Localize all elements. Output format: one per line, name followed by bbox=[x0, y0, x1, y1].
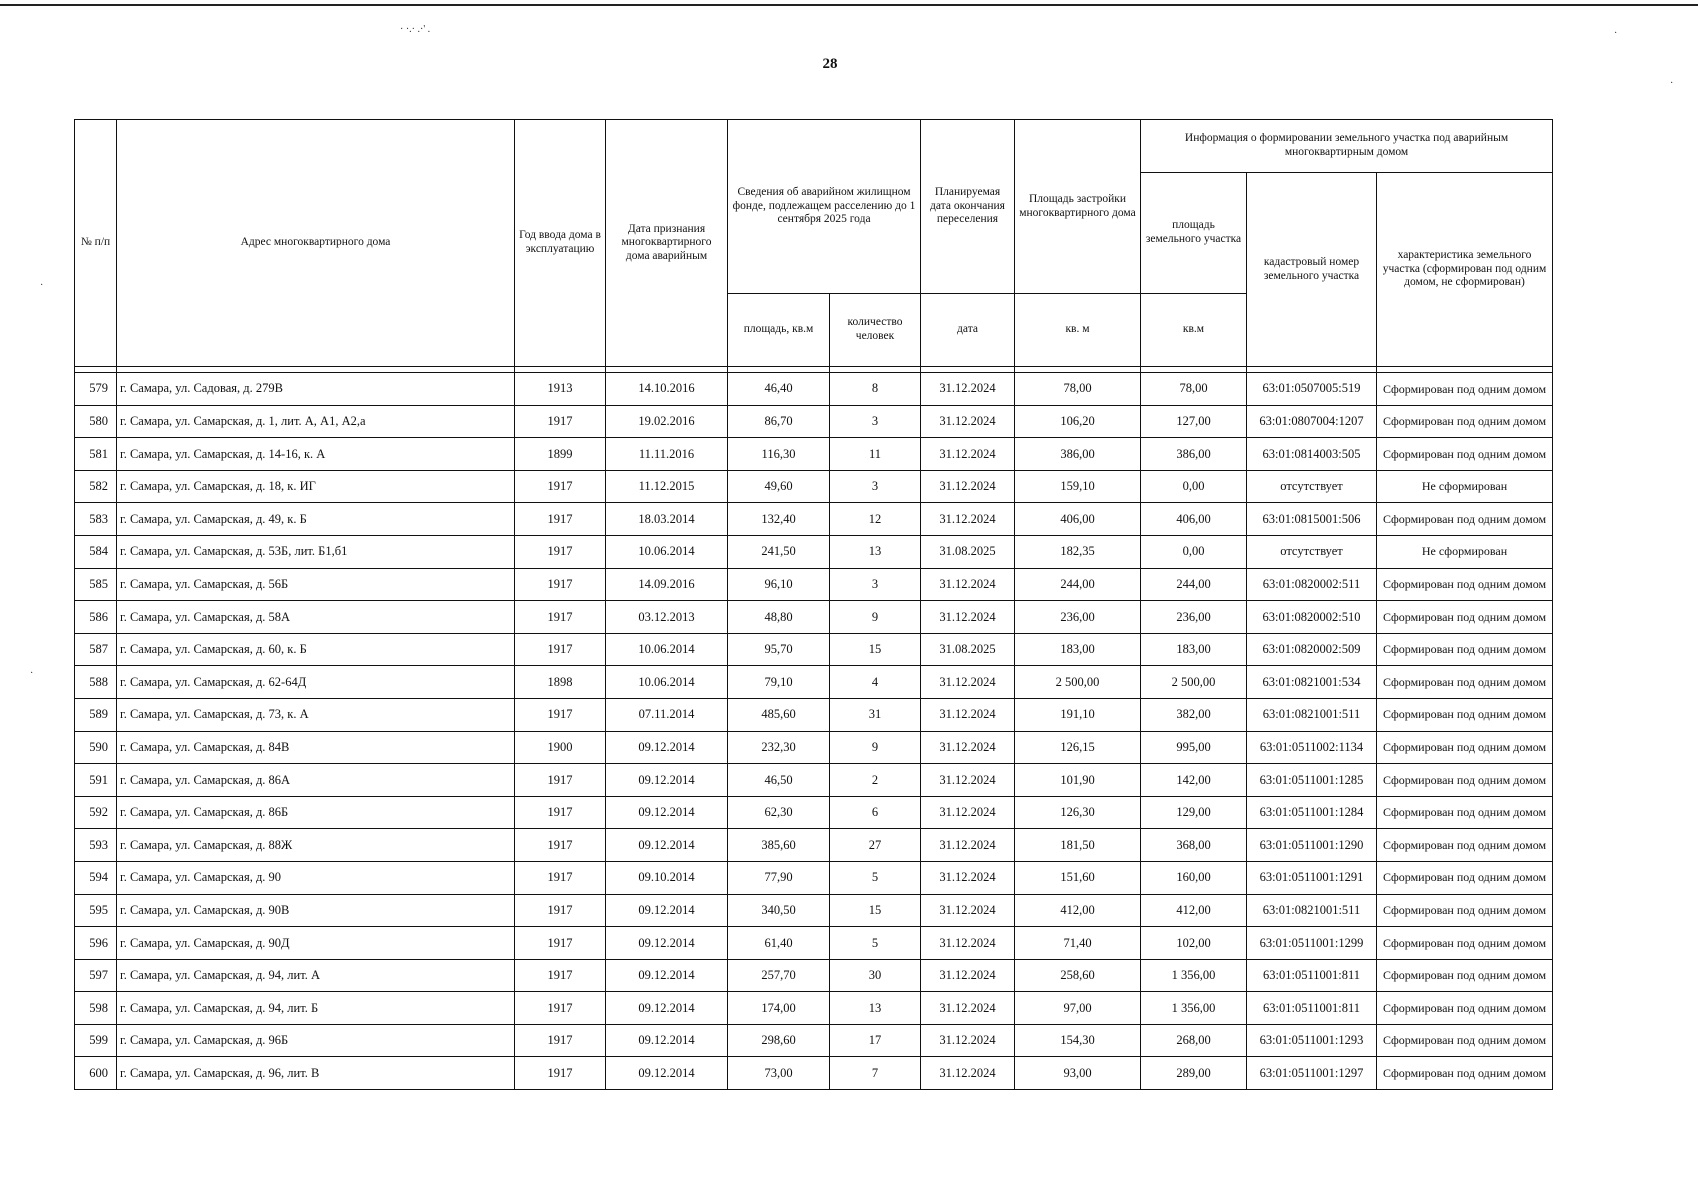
table-row bbox=[75, 927, 1553, 960]
cell-address: г. Самара, ул. Самарская, д. 62-64Д bbox=[117, 666, 515, 699]
cell-land-status: Сформирован под одним домом bbox=[1377, 1024, 1553, 1057]
cell-address: г. Самара, ул. Самарская, д. 14-16, к. А bbox=[117, 438, 515, 471]
table-row bbox=[75, 438, 1553, 471]
cell-year: 1917 bbox=[515, 568, 606, 601]
cell-year: 1899 bbox=[515, 438, 606, 471]
cell-year: 1898 bbox=[515, 666, 606, 699]
table-row bbox=[75, 470, 1553, 503]
cell-area: 62,30 bbox=[728, 796, 830, 829]
cell-no: 595 bbox=[75, 894, 117, 927]
cell-area: 232,30 bbox=[728, 731, 830, 764]
cell-no: 589 bbox=[75, 698, 117, 731]
cell-land-status: Не сформирован bbox=[1377, 470, 1553, 503]
cell-people: 17 bbox=[830, 1024, 921, 1057]
col-header-sub-area: площадь, кв.м bbox=[728, 294, 830, 367]
cell-area: 385,60 bbox=[728, 829, 830, 862]
cell-area: 298,60 bbox=[728, 1024, 830, 1057]
cell-land-status: Сформирован под одним домом bbox=[1377, 601, 1553, 634]
cell-no: 592 bbox=[75, 796, 117, 829]
cell-planned-date: 31.08.2025 bbox=[921, 535, 1015, 568]
cell-no: 583 bbox=[75, 503, 117, 536]
cell-people: 6 bbox=[830, 796, 921, 829]
col-header-cadastral: кадастровый номер земельного участка bbox=[1247, 173, 1377, 367]
cell-address: г. Самара, ул. Самарская, д. 1, лит. А, А1, А2,а bbox=[117, 405, 515, 438]
cell-land-area: 78,00 bbox=[1141, 373, 1247, 406]
cell-no: 582 bbox=[75, 470, 117, 503]
cell-cadastral: 63:01:0507005:519 bbox=[1247, 373, 1377, 406]
cell-cadastral: 63:01:0511001:1297 bbox=[1247, 1057, 1377, 1090]
cell-year: 1900 bbox=[515, 731, 606, 764]
cell-land-status: Сформирован под одним домом bbox=[1377, 959, 1553, 992]
table-row bbox=[75, 1024, 1553, 1057]
cell-date-recognized: 10.06.2014 bbox=[606, 666, 728, 699]
cell-no: 585 bbox=[75, 568, 117, 601]
cell-land-area: 386,00 bbox=[1141, 438, 1247, 471]
cell-address: г. Самара, ул. Самарская, д. 96, лит. В bbox=[117, 1057, 515, 1090]
cell-people: 3 bbox=[830, 405, 921, 438]
cell-planned-date: 31.12.2024 bbox=[921, 959, 1015, 992]
cell-area: 95,70 bbox=[728, 633, 830, 666]
cell-no: 594 bbox=[75, 861, 117, 894]
col-header-address: Адрес многоквартирного дома bbox=[117, 120, 515, 367]
cell-no: 591 bbox=[75, 764, 117, 797]
cell-people: 31 bbox=[830, 698, 921, 731]
cell-area: 86,70 bbox=[728, 405, 830, 438]
cell-planned-date: 31.12.2024 bbox=[921, 927, 1015, 960]
table-row bbox=[75, 959, 1553, 992]
cell-land-area: 160,00 bbox=[1141, 861, 1247, 894]
cell-year: 1917 bbox=[515, 1057, 606, 1090]
cell-no: 584 bbox=[75, 535, 117, 568]
cell-cadastral: 63:01:0807004:1207 bbox=[1247, 405, 1377, 438]
table-row bbox=[75, 894, 1553, 927]
cell-no: 580 bbox=[75, 405, 117, 438]
cell-planned-date: 31.12.2024 bbox=[921, 796, 1015, 829]
cell-planned-date: 31.12.2024 bbox=[921, 731, 1015, 764]
cell-no: 590 bbox=[75, 731, 117, 764]
cell-land-status: Сформирован под одним домом bbox=[1377, 829, 1553, 862]
cell-date-recognized: 11.12.2015 bbox=[606, 470, 728, 503]
cell-date-recognized: 10.06.2014 bbox=[606, 535, 728, 568]
cell-address: г. Самара, ул. Самарская, д. 90 bbox=[117, 861, 515, 894]
cell-address: г. Самара, ул. Самарская, д. 86Б bbox=[117, 796, 515, 829]
cell-built-area: 191,10 bbox=[1015, 698, 1141, 731]
cell-area: 49,60 bbox=[728, 470, 830, 503]
cell-people: 15 bbox=[830, 894, 921, 927]
cell-date-recognized: 09.12.2014 bbox=[606, 731, 728, 764]
cell-built-area: 71,40 bbox=[1015, 927, 1141, 960]
cell-area: 116,30 bbox=[728, 438, 830, 471]
cell-built-area: 2 500,00 bbox=[1015, 666, 1141, 699]
cell-area: 61,40 bbox=[728, 927, 830, 960]
table-row bbox=[75, 535, 1553, 568]
cell-address: г. Самара, ул. Самарская, д. 58А bbox=[117, 601, 515, 634]
scan-speck: · bbox=[30, 668, 34, 679]
cell-no: 593 bbox=[75, 829, 117, 862]
cell-address: г. Самара, ул. Садовая, д. 279В bbox=[117, 373, 515, 406]
cell-cadastral: 63:01:0511001:811 bbox=[1247, 959, 1377, 992]
cell-built-area: 97,00 bbox=[1015, 992, 1141, 1025]
cell-land-area: 0,00 bbox=[1141, 470, 1247, 503]
cell-land-area: 244,00 bbox=[1141, 568, 1247, 601]
cell-people: 13 bbox=[830, 992, 921, 1025]
cell-cadastral: 63:01:0511001:811 bbox=[1247, 992, 1377, 1025]
cell-year: 1917 bbox=[515, 1024, 606, 1057]
emergency-housing-table bbox=[74, 119, 1553, 1090]
cell-area: 241,50 bbox=[728, 535, 830, 568]
table-header bbox=[75, 120, 1553, 367]
cell-area: 79,10 bbox=[728, 666, 830, 699]
table-row bbox=[75, 829, 1553, 862]
cell-no: 579 bbox=[75, 373, 117, 406]
cell-planned-date: 31.12.2024 bbox=[921, 861, 1015, 894]
cell-people: 3 bbox=[830, 470, 921, 503]
cell-built-area: 406,00 bbox=[1015, 503, 1141, 536]
scan-speck: · bbox=[1614, 28, 1618, 39]
cell-year: 1917 bbox=[515, 959, 606, 992]
cell-people: 13 bbox=[830, 535, 921, 568]
table-row bbox=[75, 1057, 1553, 1090]
cell-date-recognized: 14.10.2016 bbox=[606, 373, 728, 406]
cell-land-area: 406,00 bbox=[1141, 503, 1247, 536]
cell-land-area: 995,00 bbox=[1141, 731, 1247, 764]
cell-address: г. Самара, ул. Самарская, д. 90В bbox=[117, 894, 515, 927]
cell-year: 1917 bbox=[515, 927, 606, 960]
cell-year: 1917 bbox=[515, 861, 606, 894]
cell-built-area: 244,00 bbox=[1015, 568, 1141, 601]
cell-year: 1917 bbox=[515, 503, 606, 536]
cell-planned-date: 31.12.2024 bbox=[921, 666, 1015, 699]
cell-no: 600 bbox=[75, 1057, 117, 1090]
cell-address: г. Самара, ул. Самарская, д. 94, лит. А bbox=[117, 959, 515, 992]
cell-land-status: Сформирован под одним домом bbox=[1377, 731, 1553, 764]
cell-year: 1917 bbox=[515, 894, 606, 927]
cell-people: 8 bbox=[830, 373, 921, 406]
cell-built-area: 126,30 bbox=[1015, 796, 1141, 829]
col-header-sub-date: дата bbox=[921, 294, 1015, 367]
cell-land-status: Сформирован под одним домом bbox=[1377, 698, 1553, 731]
cell-cadastral: 63:01:0821001:511 bbox=[1247, 698, 1377, 731]
cell-cadastral: 63:01:0820002:510 bbox=[1247, 601, 1377, 634]
col-header-land-characteristic: характеристика земельного участка (сформирован под одним домом, не сформирован) bbox=[1377, 173, 1553, 367]
cell-no: 596 bbox=[75, 927, 117, 960]
cell-land-status: Сформирован под одним домом bbox=[1377, 568, 1553, 601]
cell-people: 4 bbox=[830, 666, 921, 699]
cell-area: 340,50 bbox=[728, 894, 830, 927]
table-row bbox=[75, 666, 1553, 699]
cell-year: 1917 bbox=[515, 535, 606, 568]
cell-date-recognized: 09.12.2014 bbox=[606, 959, 728, 992]
cell-cadastral: 63:01:0815001:506 bbox=[1247, 503, 1377, 536]
cell-people: 2 bbox=[830, 764, 921, 797]
cell-address: г. Самара, ул. Самарская, д. 84В bbox=[117, 731, 515, 764]
cell-date-recognized: 09.12.2014 bbox=[606, 764, 728, 797]
cell-built-area: 386,00 bbox=[1015, 438, 1141, 471]
cell-year: 1917 bbox=[515, 992, 606, 1025]
cell-planned-date: 31.12.2024 bbox=[921, 1024, 1015, 1057]
cell-land-status: Сформирован под одним домом bbox=[1377, 861, 1553, 894]
cell-planned-date: 31.12.2024 bbox=[921, 470, 1015, 503]
table-row bbox=[75, 373, 1553, 406]
cell-cadastral: 63:01:0820002:511 bbox=[1247, 568, 1377, 601]
cell-cadastral: 63:01:0511001:1285 bbox=[1247, 764, 1377, 797]
table-row bbox=[75, 503, 1553, 536]
cell-built-area: 236,00 bbox=[1015, 601, 1141, 634]
cell-people: 9 bbox=[830, 731, 921, 764]
cell-land-area: 102,00 bbox=[1141, 927, 1247, 960]
cell-date-recognized: 09.12.2014 bbox=[606, 1057, 728, 1090]
table-body bbox=[75, 367, 1553, 1090]
cell-address: г. Самара, ул. Самарская, д. 56Б bbox=[117, 568, 515, 601]
cell-planned-date: 31.12.2024 bbox=[921, 405, 1015, 438]
cell-land-status: Сформирован под одним домом bbox=[1377, 373, 1553, 406]
cell-year: 1917 bbox=[515, 601, 606, 634]
table-row bbox=[75, 601, 1553, 634]
table-row bbox=[75, 861, 1553, 894]
cell-planned-date: 31.12.2024 bbox=[921, 764, 1015, 797]
cell-date-recognized: 14.09.2016 bbox=[606, 568, 728, 601]
cell-land-status: Сформирован под одним домом bbox=[1377, 633, 1553, 666]
cell-area: 48,80 bbox=[728, 601, 830, 634]
cell-date-recognized: 03.12.2013 bbox=[606, 601, 728, 634]
cell-planned-date: 31.08.2025 bbox=[921, 633, 1015, 666]
cell-area: 96,10 bbox=[728, 568, 830, 601]
cell-land-status: Сформирован под одним домом bbox=[1377, 796, 1553, 829]
cell-area: 132,40 bbox=[728, 503, 830, 536]
cell-address: г. Самара, ул. Самарская, д. 88Ж bbox=[117, 829, 515, 862]
cell-cadastral: 63:01:0821001:511 bbox=[1247, 894, 1377, 927]
scan-speck: · ·.· .·' . bbox=[400, 24, 431, 35]
cell-address: г. Самара, ул. Самарская, д. 94, лит. Б bbox=[117, 992, 515, 1025]
cell-built-area: 93,00 bbox=[1015, 1057, 1141, 1090]
cell-no: 581 bbox=[75, 438, 117, 471]
top-border-line bbox=[0, 4, 1698, 6]
cell-address: г. Самара, ул. Самарская, д. 90Д bbox=[117, 927, 515, 960]
cell-land-area: 2 500,00 bbox=[1141, 666, 1247, 699]
cell-date-recognized: 09.12.2014 bbox=[606, 1024, 728, 1057]
cell-planned-date: 31.12.2024 bbox=[921, 698, 1015, 731]
cell-no: 586 bbox=[75, 601, 117, 634]
cell-land-status: Сформирован под одним домом bbox=[1377, 992, 1553, 1025]
table-row bbox=[75, 633, 1553, 666]
table-row bbox=[75, 405, 1553, 438]
cell-land-area: 1 356,00 bbox=[1141, 992, 1247, 1025]
cell-planned-date: 31.12.2024 bbox=[921, 894, 1015, 927]
cell-built-area: 106,20 bbox=[1015, 405, 1141, 438]
cell-area: 73,00 bbox=[728, 1057, 830, 1090]
cell-date-recognized: 18.03.2014 bbox=[606, 503, 728, 536]
cell-cadastral: 63:01:0511001:1290 bbox=[1247, 829, 1377, 862]
cell-land-status: Сформирован под одним домом bbox=[1377, 503, 1553, 536]
cell-year: 1917 bbox=[515, 796, 606, 829]
cell-land-area: 1 356,00 bbox=[1141, 959, 1247, 992]
cell-address: г. Самара, ул. Самарская, д. 96Б bbox=[117, 1024, 515, 1057]
cell-land-area: 412,00 bbox=[1141, 894, 1247, 927]
cell-land-status: Сформирован под одним домом bbox=[1377, 1057, 1553, 1090]
cell-year: 1917 bbox=[515, 470, 606, 503]
cell-area: 257,70 bbox=[728, 959, 830, 992]
col-header-planned-date: Планируемая дата окончания переселения bbox=[921, 120, 1015, 294]
cell-date-recognized: 09.12.2014 bbox=[606, 894, 728, 927]
cell-built-area: 183,00 bbox=[1015, 633, 1141, 666]
cell-land-area: 382,00 bbox=[1141, 698, 1247, 731]
cell-people: 12 bbox=[830, 503, 921, 536]
scan-speck: · bbox=[40, 280, 44, 291]
cell-land-status: Сформирован под одним домом bbox=[1377, 764, 1553, 797]
cell-year: 1917 bbox=[515, 405, 606, 438]
col-header-built-area: Площадь застройки многоквартирного дома bbox=[1015, 120, 1141, 294]
cell-area: 77,90 bbox=[728, 861, 830, 894]
cell-land-area: 368,00 bbox=[1141, 829, 1247, 862]
cell-built-area: 101,90 bbox=[1015, 764, 1141, 797]
cell-planned-date: 31.12.2024 bbox=[921, 601, 1015, 634]
cell-date-recognized: 11.11.2016 bbox=[606, 438, 728, 471]
cell-land-area: 127,00 bbox=[1141, 405, 1247, 438]
col-header-emergency-fund: Сведения об аварийном жилищном фонде, подлежащем расселению до 1 сентября 2025 года bbox=[728, 120, 921, 294]
col-header-no: № п/п bbox=[75, 120, 117, 367]
cell-date-recognized: 09.12.2014 bbox=[606, 927, 728, 960]
cell-area: 485,60 bbox=[728, 698, 830, 731]
cell-date-recognized: 19.02.2016 bbox=[606, 405, 728, 438]
cell-date-recognized: 09.10.2014 bbox=[606, 861, 728, 894]
cell-land-status: Сформирован под одним домом bbox=[1377, 405, 1553, 438]
cell-land-status: Сформирован под одним домом bbox=[1377, 894, 1553, 927]
table-row bbox=[75, 992, 1553, 1025]
table-row bbox=[75, 731, 1553, 764]
cell-date-recognized: 07.11.2014 bbox=[606, 698, 728, 731]
cell-built-area: 151,60 bbox=[1015, 861, 1141, 894]
cell-address: г. Самара, ул. Самарская, д. 60, к. Б bbox=[117, 633, 515, 666]
cell-cadastral: 63:01:0511001:1293 bbox=[1247, 1024, 1377, 1057]
cell-cadastral: отсутствует bbox=[1247, 470, 1377, 503]
col-header-sub-land-unit: кв.м bbox=[1141, 294, 1247, 367]
cell-address: г. Самара, ул. Самарская, д. 73, к. А bbox=[117, 698, 515, 731]
cell-address: г. Самара, ул. Самарская, д. 18, к. ИГ bbox=[117, 470, 515, 503]
cell-land-area: 289,00 bbox=[1141, 1057, 1247, 1090]
cell-built-area: 154,30 bbox=[1015, 1024, 1141, 1057]
cell-no: 597 bbox=[75, 959, 117, 992]
cell-land-status: Сформирован под одним домом bbox=[1377, 666, 1553, 699]
cell-land-area: 129,00 bbox=[1141, 796, 1247, 829]
cell-land-area: 268,00 bbox=[1141, 1024, 1247, 1057]
cell-planned-date: 31.12.2024 bbox=[921, 1057, 1015, 1090]
cell-people: 7 bbox=[830, 1057, 921, 1090]
cell-cadastral: 63:01:0814003:505 bbox=[1247, 438, 1377, 471]
table-row bbox=[75, 568, 1553, 601]
cell-cadastral: 63:01:0511001:1284 bbox=[1247, 796, 1377, 829]
cell-built-area: 78,00 bbox=[1015, 373, 1141, 406]
cell-year: 1917 bbox=[515, 698, 606, 731]
cell-built-area: 181,50 bbox=[1015, 829, 1141, 862]
col-header-sub-people: количество человек bbox=[830, 294, 921, 367]
col-header-sub-built-unit: кв. м bbox=[1015, 294, 1141, 367]
cell-planned-date: 31.12.2024 bbox=[921, 438, 1015, 471]
cell-no: 598 bbox=[75, 992, 117, 1025]
cell-cadastral: 63:01:0511002:1134 bbox=[1247, 731, 1377, 764]
cell-no: 587 bbox=[75, 633, 117, 666]
cell-address: г. Самара, ул. Самарская, д. 49, к. Б bbox=[117, 503, 515, 536]
table-row bbox=[75, 698, 1553, 731]
cell-year: 1913 bbox=[515, 373, 606, 406]
cell-planned-date: 31.12.2024 bbox=[921, 829, 1015, 862]
cell-date-recognized: 09.12.2014 bbox=[606, 992, 728, 1025]
col-header-date-recognized: Дата признания многоквартирного дома аварийным bbox=[606, 120, 728, 367]
cell-people: 30 bbox=[830, 959, 921, 992]
cell-address: г. Самара, ул. Самарская, д. 53Б, лит. Б1,б1 bbox=[117, 535, 515, 568]
cell-people: 15 bbox=[830, 633, 921, 666]
cell-area: 46,40 bbox=[728, 373, 830, 406]
cell-land-status: Не сформирован bbox=[1377, 535, 1553, 568]
cell-people: 11 bbox=[830, 438, 921, 471]
cell-land-status: Сформирован под одним домом bbox=[1377, 438, 1553, 471]
cell-people: 5 bbox=[830, 927, 921, 960]
cell-year: 1917 bbox=[515, 633, 606, 666]
cell-people: 3 bbox=[830, 568, 921, 601]
cell-built-area: 258,60 bbox=[1015, 959, 1141, 992]
cell-area: 174,00 bbox=[728, 992, 830, 1025]
cell-land-status: Сформирован под одним домом bbox=[1377, 927, 1553, 960]
cell-built-area: 159,10 bbox=[1015, 470, 1141, 503]
cell-cadastral: отсутствует bbox=[1247, 535, 1377, 568]
cell-planned-date: 31.12.2024 bbox=[921, 373, 1015, 406]
cell-address: г. Самара, ул. Самарская, д. 86А bbox=[117, 764, 515, 797]
cell-land-area: 236,00 bbox=[1141, 601, 1247, 634]
col-header-land-info: Информация о формировании земельного участка под аварийным многоквартирным домом bbox=[1141, 120, 1553, 173]
cell-planned-date: 31.12.2024 bbox=[921, 568, 1015, 601]
table-row bbox=[75, 764, 1553, 797]
scan-speck: · bbox=[1670, 78, 1674, 89]
cell-year: 1917 bbox=[515, 764, 606, 797]
cell-planned-date: 31.12.2024 bbox=[921, 992, 1015, 1025]
col-header-land-area: площадь земельного участка bbox=[1141, 173, 1247, 294]
cell-land-area: 183,00 bbox=[1141, 633, 1247, 666]
cell-date-recognized: 09.12.2014 bbox=[606, 829, 728, 862]
col-header-year: Год ввода дома в эксплуатацию bbox=[515, 120, 606, 367]
cell-people: 9 bbox=[830, 601, 921, 634]
cell-date-recognized: 09.12.2014 bbox=[606, 796, 728, 829]
cell-area: 46,50 bbox=[728, 764, 830, 797]
cell-cadastral: 63:01:0511001:1291 bbox=[1247, 861, 1377, 894]
cell-cadastral: 63:01:0511001:1299 bbox=[1247, 927, 1377, 960]
cell-land-area: 0,00 bbox=[1141, 535, 1247, 568]
cell-no: 588 bbox=[75, 666, 117, 699]
cell-date-recognized: 10.06.2014 bbox=[606, 633, 728, 666]
cell-no: 599 bbox=[75, 1024, 117, 1057]
cell-cadastral: 63:01:0820002:509 bbox=[1247, 633, 1377, 666]
cell-land-area: 142,00 bbox=[1141, 764, 1247, 797]
cell-people: 27 bbox=[830, 829, 921, 862]
cell-planned-date: 31.12.2024 bbox=[921, 503, 1015, 536]
cell-built-area: 182,35 bbox=[1015, 535, 1141, 568]
cell-people: 5 bbox=[830, 861, 921, 894]
cell-built-area: 126,15 bbox=[1015, 731, 1141, 764]
cell-built-area: 412,00 bbox=[1015, 894, 1141, 927]
page-number: 28 bbox=[822, 56, 838, 72]
cell-year: 1917 bbox=[515, 829, 606, 862]
cell-cadastral: 63:01:0821001:534 bbox=[1247, 666, 1377, 699]
table-row bbox=[75, 796, 1553, 829]
